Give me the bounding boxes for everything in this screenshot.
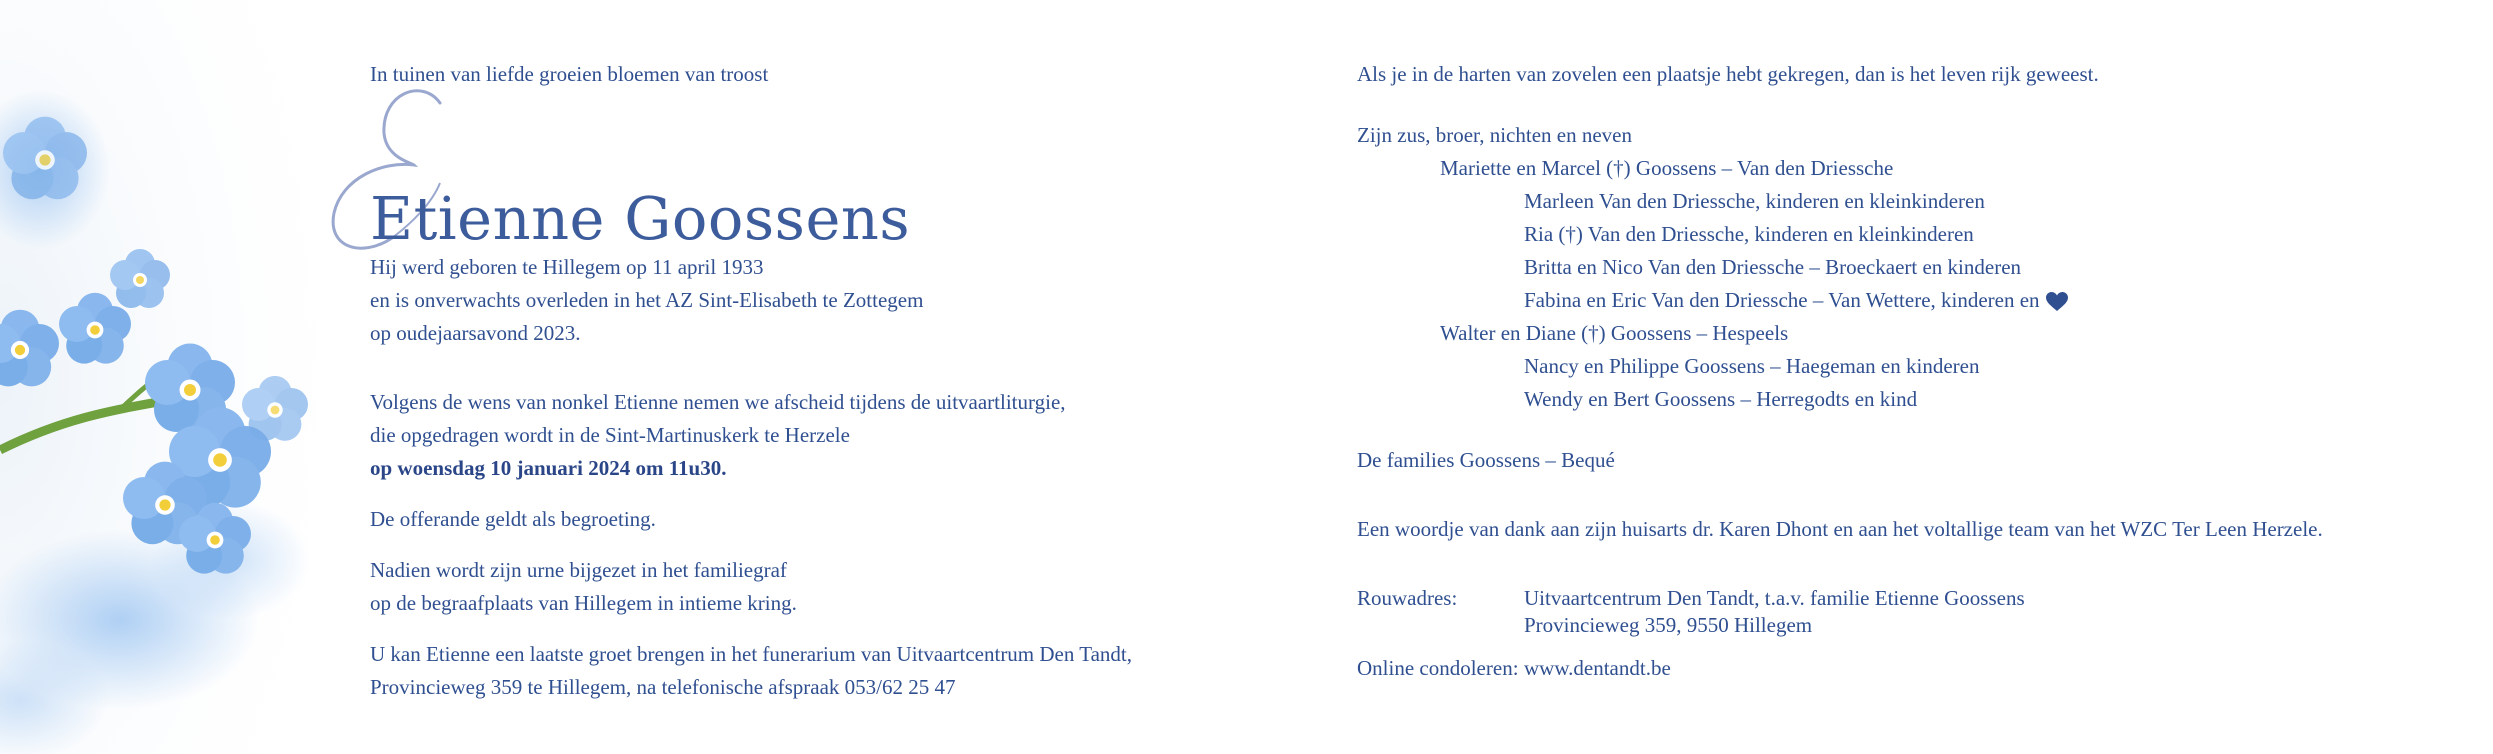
address-row xyxy=(1357,582,2477,642)
birth-line: op oudejaarsavond 2023. xyxy=(370,321,581,345)
families-line: De families Goossens – Bequé xyxy=(1357,448,1615,472)
family-member: Ria (†) Van den Driessche, kinderen en kleinkinderen xyxy=(1524,222,1974,246)
family-branch: Walter en Diane (†) Goossens – Hespeels xyxy=(1440,321,1789,345)
online-label: Online condoleren: xyxy=(1357,656,1519,680)
address-line: Uitvaartcentrum Den Tandt, t.a.v. familie Etienne Goossens xyxy=(1524,586,2025,610)
family-member: Fabina en Eric Van den Driessche – Van Wettere, kinderen en xyxy=(1524,288,2040,312)
family-branch: Mariette en Marcel (†) Goossens – Van den Driessche xyxy=(1440,156,1894,180)
thanks-text: Een woordje van dank aan zijn huisarts dr. Karen Dhont en aan het voltallige team van het WZC Ter Leen Herzele. xyxy=(1357,517,2323,541)
right-column xyxy=(1357,58,2477,685)
birth-line: en is onverwachts overleden in het AZ Sint-Elisabeth te Zottegem xyxy=(370,288,924,312)
subtitle: In tuinen van liefde groeien bloemen van troost xyxy=(370,62,769,86)
family-member: Britta en Nico Van den Driessche – Broeckaert en kinderen xyxy=(1524,255,2022,279)
family-member: Nancy en Philippe Goossens – Haegeman en kinderen xyxy=(1524,354,1980,378)
urn-line: op de begraafplaats van Hillegem in intieme kring. xyxy=(370,591,797,615)
address-label: Rouwadres: xyxy=(1357,586,1458,610)
left-column xyxy=(370,58,1270,704)
online-row xyxy=(1357,652,2477,685)
family-member: Marleen Van den Driessche, kinderen en kleinkinderen xyxy=(1524,189,1985,213)
address-line: Provincieweg 359, 9550 Hillegem xyxy=(1524,613,1813,637)
birth-line: Hij werd geboren te Hillegem op 11 april 1933 xyxy=(370,255,764,279)
funeral-line: die opgedragen wordt in de Sint-Martinuskerk te Herzele xyxy=(370,423,850,447)
family-member-with-heart xyxy=(1357,284,2477,317)
name-block xyxy=(370,91,1270,251)
urn-line: Nadien wordt zijn urne bijgezet in het familiegraf xyxy=(370,558,787,582)
online-link[interactable]: www.dentandt.be xyxy=(1524,656,1671,680)
funeral-line: Volgens de wens van nonkel Etienne nemen we afscheid tijdens de uitvaartliturgie, xyxy=(370,390,1066,414)
visit-line: Provincieweg 359 te Hillegem, na telefonische afspraak 053/62 25 47 xyxy=(370,675,956,699)
quote: Als je in de harten van zovelen een plaatsje hebt gekregen, dan is het leven rijk geweest. xyxy=(1357,62,2099,86)
deceased-name: Etienne Goossens xyxy=(370,184,911,253)
family-intro: Zijn zus, broer, nichten en neven xyxy=(1357,123,1632,147)
heart-icon xyxy=(2046,292,2068,312)
visit-line: U kan Etienne een laatste groet brengen in het funerarium van Uitvaartcentrum Den Tandt, xyxy=(370,642,1133,666)
family-member: Wendy en Bert Goossens – Herregodts en kind xyxy=(1524,387,1918,411)
offering-text: De offerande geldt als begroeting. xyxy=(370,507,656,531)
funeral-date: op woensdag 10 januari 2024 om 11u30. xyxy=(370,456,727,480)
